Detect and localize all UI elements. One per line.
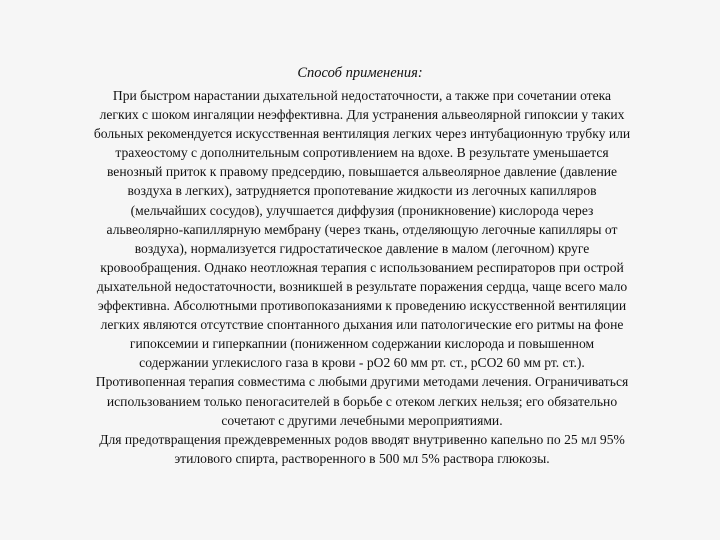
text-line: дыхательной недостаточности, возникшей в результате поражения сердца, чаще всего мало [96, 278, 628, 294]
text-line: легких с шоком ингаляции неэффективна. Для устранения альвеолярной гипоксии у таких [99, 107, 625, 123]
text-line: сочетают с другими лечебными мероприятиями. [221, 412, 503, 428]
text-line: Противопенная терапия совместима с любыми другими методами лечения. Ограничиваться [95, 374, 629, 390]
text-line: воздуха в легких), затрудняется пропотевание жидкости из легочных капилляров [127, 183, 597, 199]
text-line: альвеолярно-капиллярную мембрану (через ткань, отделяющую легочные капилляры от [106, 221, 618, 237]
text-line: кровообращения. Однако неотложная терапия с использованием респираторов при острой [100, 259, 624, 275]
text-line: трахеостому с дополнительным сопротивлением на вдохе. В результате уменьшается [115, 145, 609, 161]
body-text [44, 86, 680, 468]
text-line: больных рекомендуется искусственная вентиляция легких через интубационную трубку или [93, 126, 631, 142]
text-line: При быстром нарастании дыхательной недостаточности, а также при сочетании отека [112, 88, 612, 103]
text-line: легких являются отсутствие спонтанного дыхания или патологические его ритмы на фоне [100, 317, 624, 333]
text-line: венозный приток к правому предсердию, повышается альвеолярное давление (давление [106, 164, 618, 180]
text-line: использованием только пеногасителей в борьбе с отеком легких нельзя; его обязательно [106, 393, 618, 409]
section-heading: Способ применения: [297, 65, 423, 81]
text-line: гипоксемии и гиперкапнии (пониженном содержании кислорода и повышенном [129, 336, 595, 352]
text-line: Для предотвращения преждевременных родов вводят внутривенно капельно по 25 мл 95% [99, 431, 625, 447]
text-line: содержании углекислого газа в крови - рО2 60 мм рт. ст., рСО2 60 мм рт. ст.). [139, 355, 585, 371]
text-line: эффективна. Абсолютными противопоказаниями к проведению искусственной вентиляции [97, 298, 627, 314]
text-line: (мельчайших сосудов), улучшается диффузия (проникновение) кислорода через [130, 202, 594, 218]
text-line: воздуха), нормализуется гидростатическое давление в малом (легочном) круге [134, 240, 590, 256]
text-line: этилового спирта, растворенного в 500 мл 5% раствора глюкозы. [174, 450, 550, 466]
